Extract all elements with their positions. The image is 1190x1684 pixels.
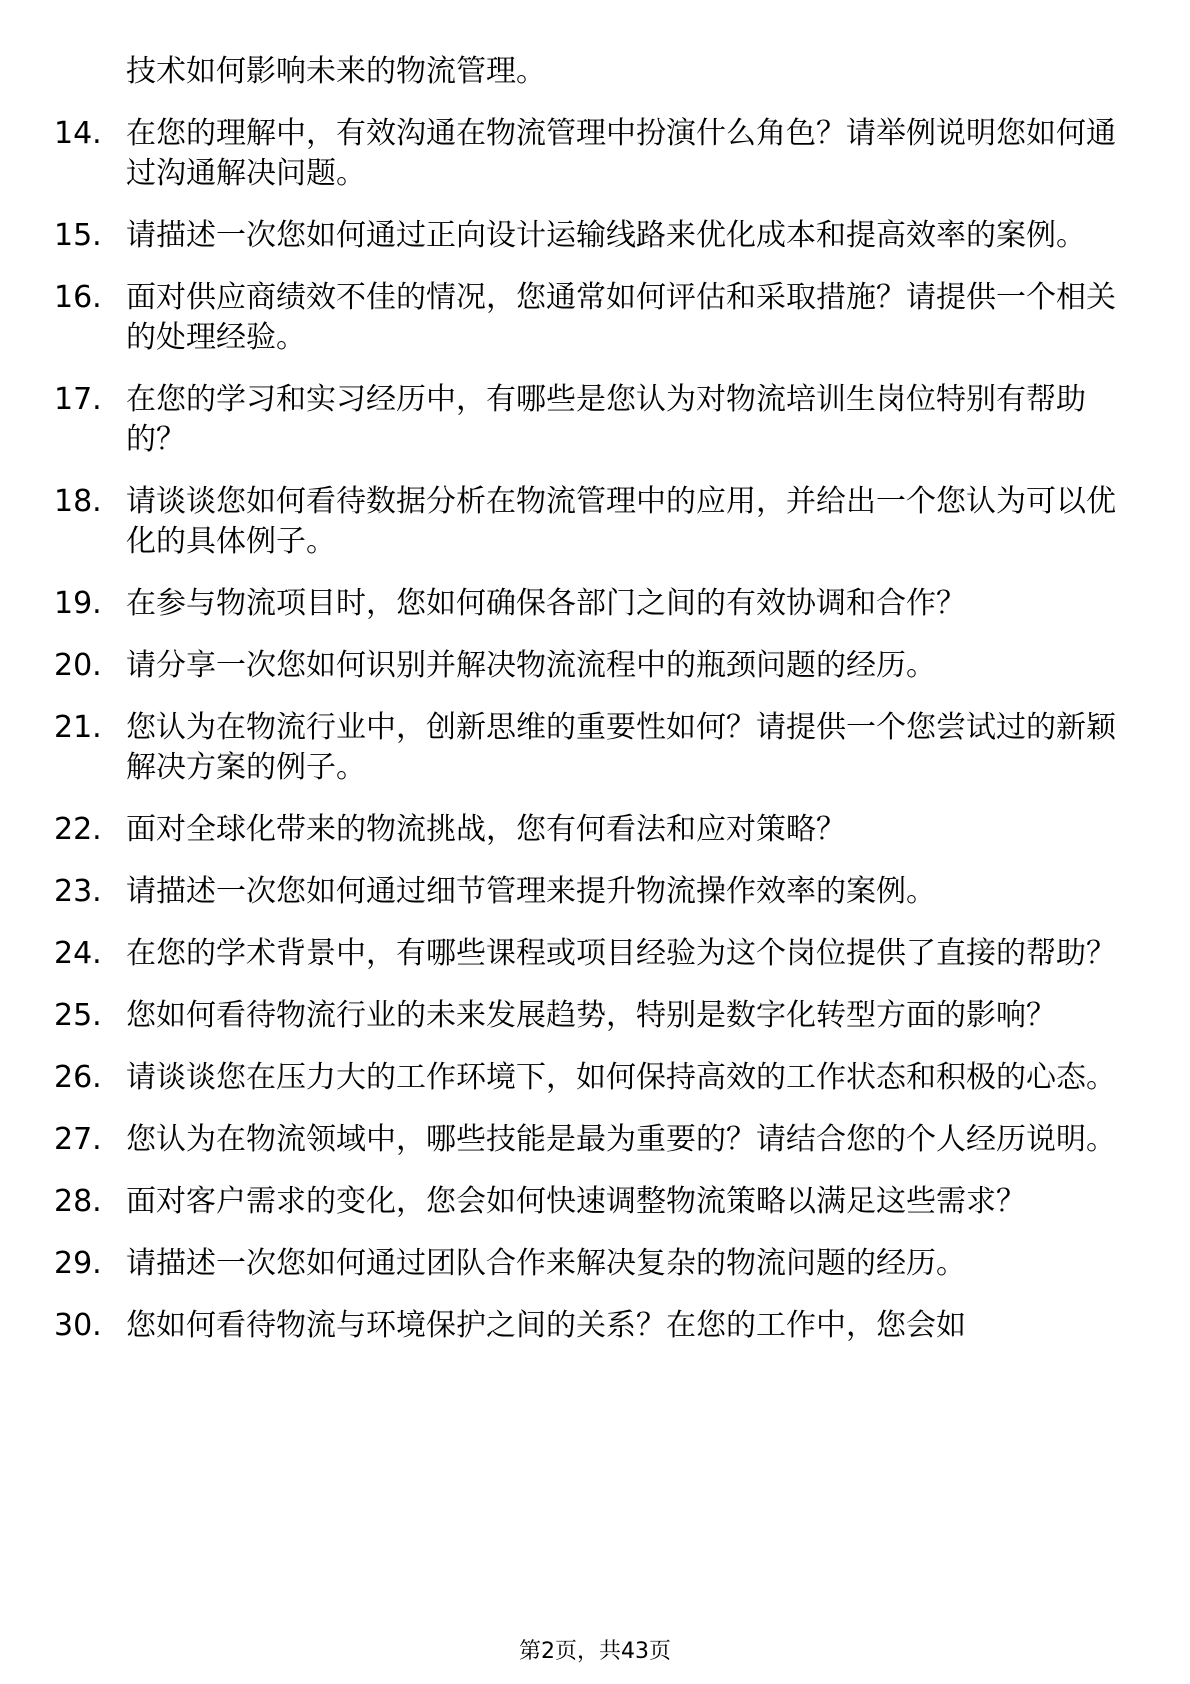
- question-item: [54, 996, 1124, 1036]
- question-number: 24.: [54, 936, 102, 971]
- question-number: 19.: [54, 586, 102, 621]
- question-text: 在参与物流项目时，您如何确保各部门之间的有效协调和合作？: [126, 586, 966, 621]
- question-item: [54, 708, 1124, 788]
- question-item: [54, 1182, 1124, 1222]
- question-item: [54, 646, 1124, 686]
- question-text: 您如何看待物流与环境保护之间的关系？在您的工作中，您会如: [126, 1308, 966, 1343]
- question-text: 请描述一次您如何通过团队合作来解决复杂的物流问题的经历。: [126, 1246, 966, 1281]
- question-text: 在您的学术背景中，有哪些课程或项目经验为这个岗位提供了直接的帮助？: [126, 936, 1116, 971]
- question-text: 请分享一次您如何识别并解决物流流程中的瓶颈问题的经历。: [126, 648, 936, 683]
- question-item: [54, 1120, 1124, 1160]
- question-number: 27.: [54, 1122, 102, 1157]
- question-text: 面对供应商绩效不佳的情况，您通常如何评估和采取措施？请提供一个相关的处理经验。: [126, 280, 1116, 355]
- question-number: 28.: [54, 1184, 102, 1219]
- question-number: 26.: [54, 1060, 102, 1095]
- question-text: 在您的学习和实习经历中，有哪些是您认为对物流培训生岗位特别有帮助的？: [126, 382, 1086, 457]
- question-text: 您认为在物流领域中，哪些技能是最为重要的？请结合您的个人经历说明。: [126, 1122, 1116, 1157]
- question-number: 30.: [54, 1308, 102, 1343]
- question-list: [54, 114, 1124, 1368]
- question-item: [54, 584, 1124, 624]
- question-number: 14.: [54, 116, 102, 151]
- question-text: 请谈谈您如何看待数据分析在物流管理中的应用，并给出一个您认为可以优化的具体例子。: [126, 484, 1116, 559]
- question-text: 在您的理解中，有效沟通在物流管理中扮演什么角色？请举例说明您如何通过沟通解决问题。: [126, 116, 1116, 191]
- question-number: 20.: [54, 648, 102, 683]
- question-item: [54, 1306, 1124, 1346]
- question-number: 22.: [54, 812, 102, 847]
- question-text: 面对全球化带来的物流挑战，您有何看法和应对策略？: [126, 812, 846, 847]
- question-text: 请谈谈您在压力大的工作环境下，如何保持高效的工作状态和积极的心态。: [126, 1060, 1116, 1095]
- question-number: 17.: [54, 382, 102, 417]
- question-number: 21.: [54, 710, 102, 745]
- question-item: [54, 114, 1124, 194]
- question-number: 23.: [54, 874, 102, 909]
- question-text: 面对客户需求的变化，您会如何快速调整物流策略以满足这些需求？: [126, 1184, 1026, 1219]
- question-item: [54, 380, 1124, 460]
- page-number-footer: 第2页，共43页: [519, 1639, 671, 1664]
- question-item: [54, 482, 1124, 562]
- question-item: [54, 278, 1124, 358]
- question-text: 您如何看待物流行业的未来发展趋势，特别是数字化转型方面的影响？: [126, 998, 1056, 1033]
- question-item: [54, 216, 1124, 256]
- question-number: 16.: [54, 280, 102, 315]
- question-item: [54, 810, 1124, 850]
- question-text: 请描述一次您如何通过正向设计运输线路来优化成本和提高效率的案例。: [126, 218, 1086, 253]
- question-number: 15.: [54, 218, 102, 253]
- question-item: [54, 1244, 1124, 1284]
- question-number: 25.: [54, 998, 102, 1033]
- question-number: 29.: [54, 1246, 102, 1281]
- question-item: [54, 1058, 1124, 1098]
- question-number: 18.: [54, 484, 102, 519]
- continuation-text: 技术如何影响未来的物流管理。: [126, 54, 546, 89]
- question-item: [54, 872, 1124, 912]
- question-item: [54, 934, 1124, 974]
- question-text: 请描述一次您如何通过细节管理来提升物流操作效率的案例。: [126, 874, 936, 909]
- question-text: 您认为在物流行业中，创新思维的重要性如何？请提供一个您尝试过的新颖解决方案的例子。: [126, 710, 1116, 785]
